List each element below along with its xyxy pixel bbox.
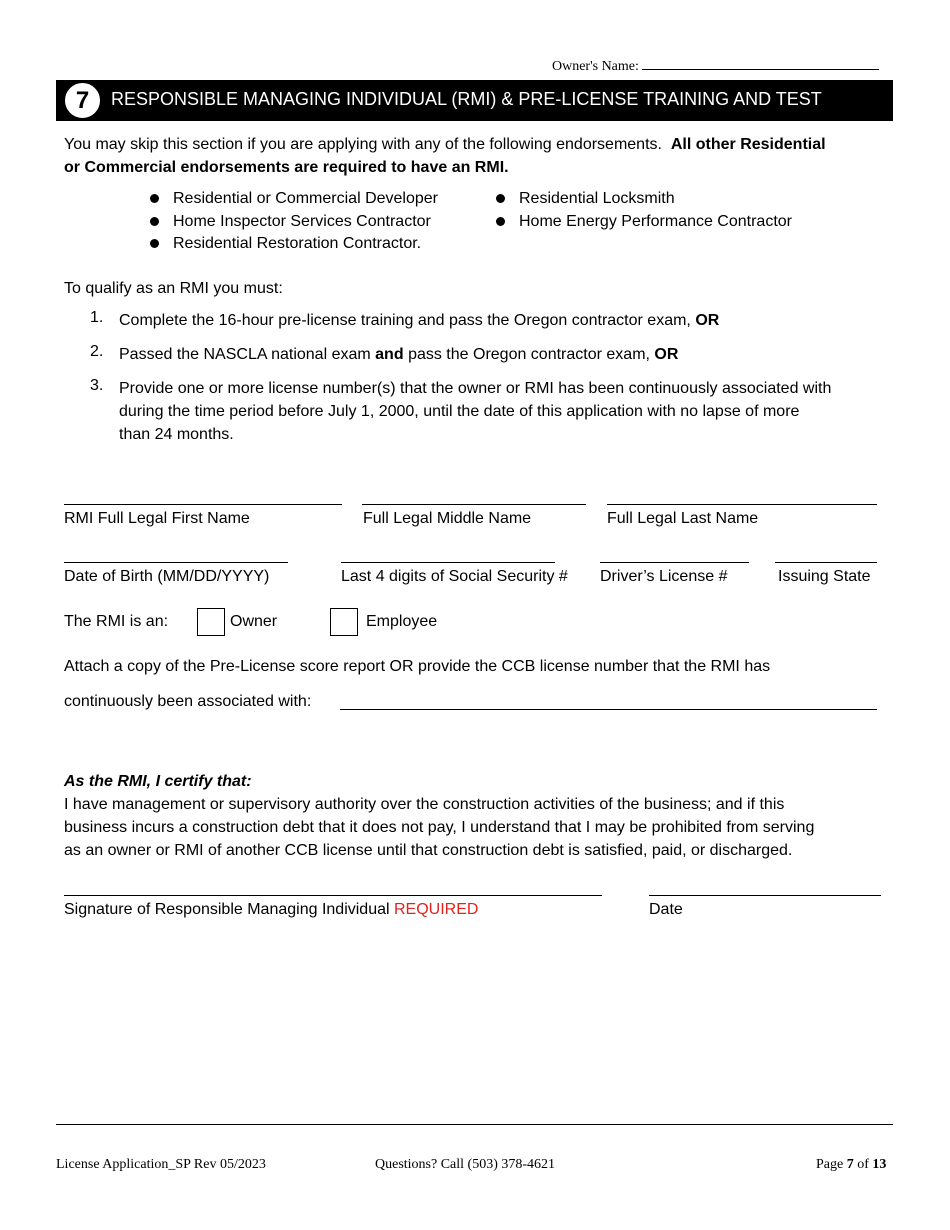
owner-name-line[interactable]	[642, 56, 879, 70]
endorsement-item: Residential or Commercial Developer	[150, 190, 438, 208]
owner-checkbox-label: Owner	[230, 613, 278, 630]
associated-license-label: continuously been associated with:	[64, 693, 312, 710]
middle-name-input[interactable]	[362, 504, 586, 505]
ssn-input[interactable]	[341, 562, 555, 563]
certify-heading: As the RMI, I certify that:	[64, 773, 252, 790]
footer-form-id: License Application_SP Rev 05/2023	[56, 1157, 266, 1172]
list-number: 2.	[90, 343, 104, 360]
date-label: Date	[649, 901, 683, 918]
owner-name-label: Owner's Name:	[552, 59, 639, 74]
endorsement-item: Home Energy Performance Contractor	[496, 213, 792, 231]
bullet-icon	[496, 194, 505, 203]
bullet-icon	[150, 239, 159, 248]
section-title: RESPONSIBLE MANAGING INDIVIDUAL (RMI) & PRE-LICENSE TRAINING AND TEST	[111, 89, 822, 109]
qualify-heading: To qualify as an RMI you must:	[64, 280, 283, 297]
first-name-label: RMI Full Legal First Name	[64, 510, 250, 527]
required-marker: REQUIRED	[394, 901, 479, 918]
owner-checkbox[interactable]	[197, 608, 225, 636]
bullet-icon	[496, 217, 505, 226]
endorsement-item: Residential Restoration Contractor.	[150, 235, 421, 253]
attach-instruction: Attach a copy of the Pre-License score report OR provide the CCB license number that the RMI has	[64, 658, 771, 675]
certify-statement: I have management or supervisory authority over the construction activities of the business; and if this business incurs a construction debt that it does not pay, I understand that I may be prohibited from serving as an owner or RMI of another CCB license until that construction debt is satisfied, paid, or discharged.	[64, 796, 815, 859]
qualify-item-3: Provide one or more license number(s) that the owner or RMI has been continuously associated with during the time period before July 1, 2000, until the date of this application with no lapse of more than 24 months.	[119, 380, 832, 443]
bullet-icon	[150, 217, 159, 226]
qualify-item-2: Passed the NASCLA national exam and pass the Oregon contractor exam, OR	[119, 346, 679, 363]
last-name-label: Full Legal Last Name	[607, 510, 759, 527]
dob-label: Date of Birth (MM/DD/YYYY)	[64, 568, 270, 585]
issuing-state-label: Issuing State	[778, 568, 871, 585]
employee-checkbox-label: Employee	[366, 613, 438, 630]
last-name-input[interactable]	[607, 504, 877, 505]
drivers-license-label: Driver’s License #	[600, 568, 728, 585]
bullet-icon	[150, 194, 159, 203]
list-number: 3.	[90, 377, 104, 394]
middle-name-label: Full Legal Middle Name	[363, 510, 532, 527]
qualify-item-1: Complete the 16-hour pre-license training and pass the Oregon contractor exam, OR	[119, 312, 720, 329]
section-number-badge: 7	[62, 80, 103, 121]
date-input[interactable]	[649, 895, 881, 896]
associated-license-input[interactable]	[340, 709, 877, 710]
intro-bold-1: All other Residential	[670, 136, 826, 153]
employee-checkbox[interactable]	[330, 608, 358, 636]
list-number: 1.	[90, 309, 104, 326]
drivers-license-input[interactable]	[600, 562, 749, 563]
first-name-input[interactable]	[64, 504, 342, 505]
footer-divider	[56, 1124, 893, 1125]
dob-input[interactable]	[64, 562, 288, 563]
intro-bold-2: or Commercial endorsements are required to have an RMI.	[64, 159, 509, 176]
footer-questions: Questions? Call (503) 378-4621	[375, 1157, 556, 1172]
ssn-label: Last 4 digits of Social Security #	[341, 568, 568, 585]
endorsement-item: Home Inspector Services Contractor	[150, 213, 431, 231]
rmi-type-label: The RMI is an:	[64, 613, 169, 630]
owner-name-field[interactable]	[552, 56, 879, 75]
signature-label: Signature of Responsible Managing Individual REQUIRED	[64, 901, 479, 918]
endorsement-item: Residential Locksmith	[496, 190, 675, 208]
intro-paragraph	[64, 133, 894, 179]
footer-page-number: Page 7 of 13	[816, 1157, 887, 1172]
signature-input[interactable]	[64, 895, 602, 896]
intro-text: You may skip this section if you are applying with any of the following endorsements.	[64, 136, 662, 153]
issuing-state-input[interactable]	[775, 562, 877, 563]
